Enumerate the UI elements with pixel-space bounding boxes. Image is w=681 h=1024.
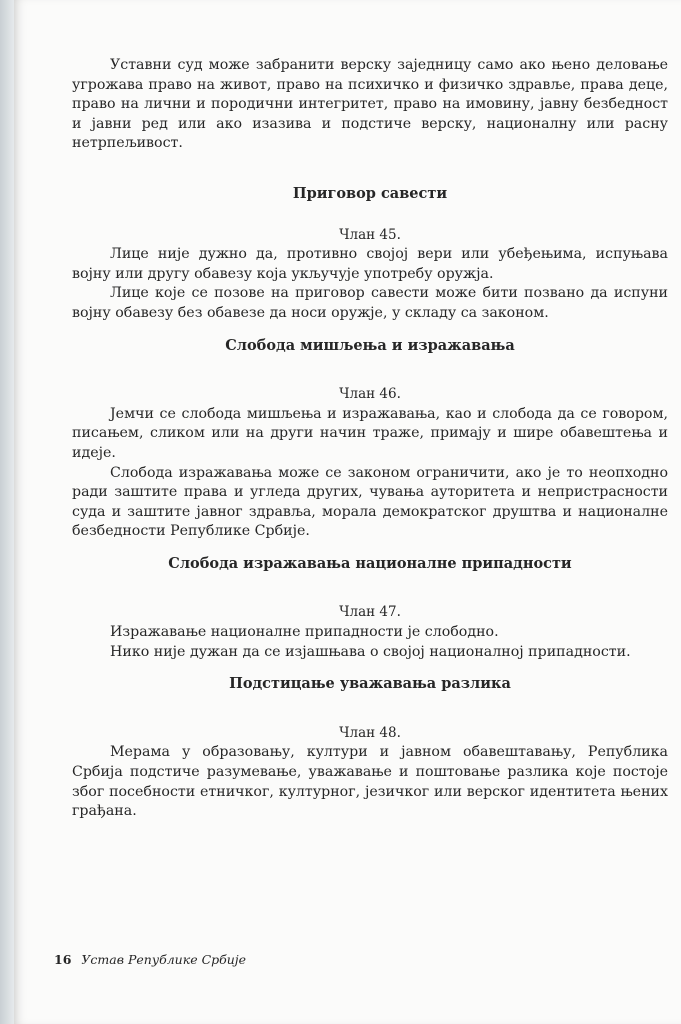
article-number-47: Члан 47. — [339, 604, 401, 621]
article-48-paragraph-1: Мерама у образовању, култури и јавном обавештавању, Република Србија подстиче разумевање, уважавање и поштовање разлика које постоје због посебности етничког, културног, језичког или верског идентитета њених грађана. — [72, 744, 668, 820]
section-heading-conscientious-objection: Приговор савести — [292, 184, 448, 202]
article-46-paragraph-2: Слобода изражавања може се законом ограничити, ако је то неопходно ради заштите права и угледа других, чувања ауторитета и непристрасности суда и заштите јавног здравља, морала демократског друштва и националне безбедности Републике Србије. — [72, 464, 668, 540]
article-45-paragraph-2: Лице које се позове на приговор савести може бити позвано да испуни војну обавезу без обавезе да носи оружје, у складу са законом. — [72, 285, 668, 321]
page-number: 16 — [54, 952, 72, 967]
running-title: Устав Републике Србије — [81, 952, 247, 967]
section-heading-respect-for-differences: Подстицање уважавања разлика — [229, 675, 511, 693]
article-45-paragraph-1: Лице није дужно да, противно својој вери или убеђењима, испуњава војну или другу обавезу која укључује употребу оружја. — [72, 246, 668, 282]
page-content — [72, 56, 668, 822]
intro-paragraph: Уставни суд може забранити верску заједницу само ако њено деловање угрожава право на живот, право на психичко и физичко здравље, права деце, право на лични и породични интегритет, право на имовину, јавну безбедност и јавни ред или ако изазива и подстиче верску, националну или расну нетрпељивост. — [72, 57, 668, 152]
section-heading-national-affiliation: Слобода изражавања националне припадности — [168, 554, 572, 572]
document-page — [14, 0, 681, 1024]
article-number-46: Члан 46. — [339, 386, 401, 403]
article-46-paragraph-1: Јемчи се слобода мишљења и изражавања, као и слобода да се говором, писањем, сликом или на други начин траже, примају и шире обавештења и идеје. — [72, 405, 668, 461]
article-number-48: Члан 48. — [339, 724, 401, 741]
page-footer — [54, 952, 246, 967]
scan-edge — [0, 0, 14, 1024]
article-number-45: Члан 45. — [339, 226, 401, 243]
article-47-paragraph-1: Изражавање националне припадности је слободно. — [110, 624, 499, 641]
article-47-paragraph-2: Нико није дужан да се изјашњава о својој националној припадности. — [110, 643, 631, 660]
section-heading-freedom-of-thought: Слобода мишљења и изражавања — [225, 336, 515, 354]
